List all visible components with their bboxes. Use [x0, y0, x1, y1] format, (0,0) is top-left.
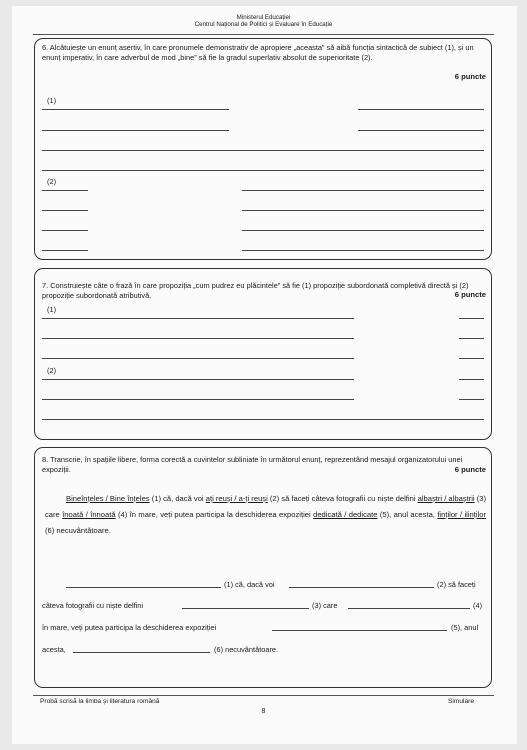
- page-number: 8: [261, 708, 266, 715]
- underlined-word-4: înoată / înnoată: [62, 510, 116, 519]
- header-center: Centrul Național de Politici și Evaluare în Educație: [194, 21, 333, 28]
- fill-text: în mare, veți putea participa la deschiderea expoziției: [42, 623, 217, 632]
- question-8-sentence: Bineînțeles / Bine înțeles (1) că, dacă voi ați reuși / a-ți reuși (2) să faceți câteva fotografii cu niște delfini albaștri / albaștrii (3) care înoată / înnoată (4) în mare, veți putea participa la deschiderea expoziției dedicată / dedicate (5), anul acesta, finților / ilinților (6) necuvântătoare.: [45, 494, 487, 535]
- answer-line[interactable]: [42, 109, 229, 110]
- fill-text: (5), anul: [451, 623, 479, 632]
- question-7-points: 6 puncte: [454, 290, 486, 299]
- question-6-label-2: (2): [47, 177, 57, 186]
- question-6-text: 6. Alcătuiește un enunț asertiv, în care pronumele demonstrativ de apropiere „aceasta” să aibă funcția sintactică de subiect (1), și un enunț imperativ, în care adverbul de mod „bine” să fie la gradul superlativ absolut de superioritate (2).: [42, 43, 474, 62]
- fill-text: (3) care: [312, 601, 338, 610]
- answer-line[interactable]: [42, 130, 229, 131]
- answer-line[interactable]: [358, 109, 484, 110]
- footer-subject: Probă scrisă la limba și literatura română: [40, 698, 160, 705]
- answer-line[interactable]: [242, 210, 484, 211]
- answer-line[interactable]: [42, 318, 354, 319]
- fill-text: (6) necuvântătoare.: [214, 645, 279, 654]
- question-7-text: 7. Construiește câte o frază în care propoziția „cum pudrez eu plăcintele” să fie (1) propoziție subordonată completivă directă și (2) propoziție subordonată atributivă.: [42, 281, 469, 300]
- footer-divider: [33, 695, 494, 696]
- answer-line[interactable]: [459, 358, 484, 359]
- answer-line[interactable]: [42, 379, 354, 380]
- underlined-word-2: ați reuși / a-ți reuși: [205, 494, 268, 503]
- footer-exam-type: Simulare: [448, 698, 475, 705]
- question-6-points: 6 puncte: [454, 72, 486, 81]
- fill-blank-2[interactable]: [289, 587, 434, 588]
- answer-line[interactable]: [42, 210, 88, 211]
- fill-blank-1[interactable]: [66, 587, 221, 588]
- question-8-text: 8. Transcrie, în spațiile libere, forma corectă a cuvintelor subliniate în următorul enunț, reprezentând mesajul organizatorului unei expoziții.: [42, 455, 463, 474]
- answer-line[interactable]: [42, 250, 88, 251]
- fill-text: acesta,: [42, 645, 66, 654]
- answer-line[interactable]: [42, 170, 484, 171]
- answer-line[interactable]: [42, 230, 88, 231]
- header-ministry: Ministerul Educației: [236, 14, 291, 21]
- answer-line[interactable]: [42, 358, 354, 359]
- answer-line[interactable]: [42, 190, 88, 191]
- answer-line[interactable]: [242, 230, 484, 231]
- answer-line[interactable]: [42, 399, 354, 400]
- underlined-word-3: albaștri / albaștrii: [417, 494, 475, 503]
- header-divider: [33, 34, 494, 35]
- underlined-word-5: dedicată / dedicate: [313, 510, 378, 519]
- answer-line[interactable]: [459, 399, 484, 400]
- fill-text: (2) să faceți: [437, 580, 476, 589]
- answer-line[interactable]: [42, 150, 484, 151]
- answer-line[interactable]: [242, 250, 484, 251]
- underlined-word-1: Bineînțeles / Bine înțeles: [66, 494, 150, 503]
- answer-line[interactable]: [42, 419, 484, 420]
- answer-line[interactable]: [242, 190, 484, 191]
- question-7-label-2: (2): [47, 366, 57, 375]
- fill-blank-4[interactable]: [348, 608, 470, 609]
- fill-blank-6[interactable]: [73, 652, 210, 653]
- question-7-label-1: (1): [47, 305, 57, 314]
- fill-text: (1) că, dacă voi: [224, 580, 275, 589]
- question-6-label-1: (1): [47, 96, 57, 105]
- answer-line[interactable]: [42, 338, 354, 339]
- fill-text: (4): [473, 601, 483, 610]
- fill-blank-5[interactable]: [272, 630, 447, 631]
- fill-text: câteva fotografii cu niște delfini: [42, 601, 144, 610]
- underlined-word-6: finților / ilinților: [437, 510, 487, 519]
- answer-line[interactable]: [358, 130, 484, 131]
- answer-line[interactable]: [459, 318, 484, 319]
- question-8-points: 6 puncte: [454, 465, 486, 474]
- answer-line[interactable]: [459, 338, 484, 339]
- fill-blank-3[interactable]: [182, 608, 309, 609]
- answer-line[interactable]: [459, 379, 484, 380]
